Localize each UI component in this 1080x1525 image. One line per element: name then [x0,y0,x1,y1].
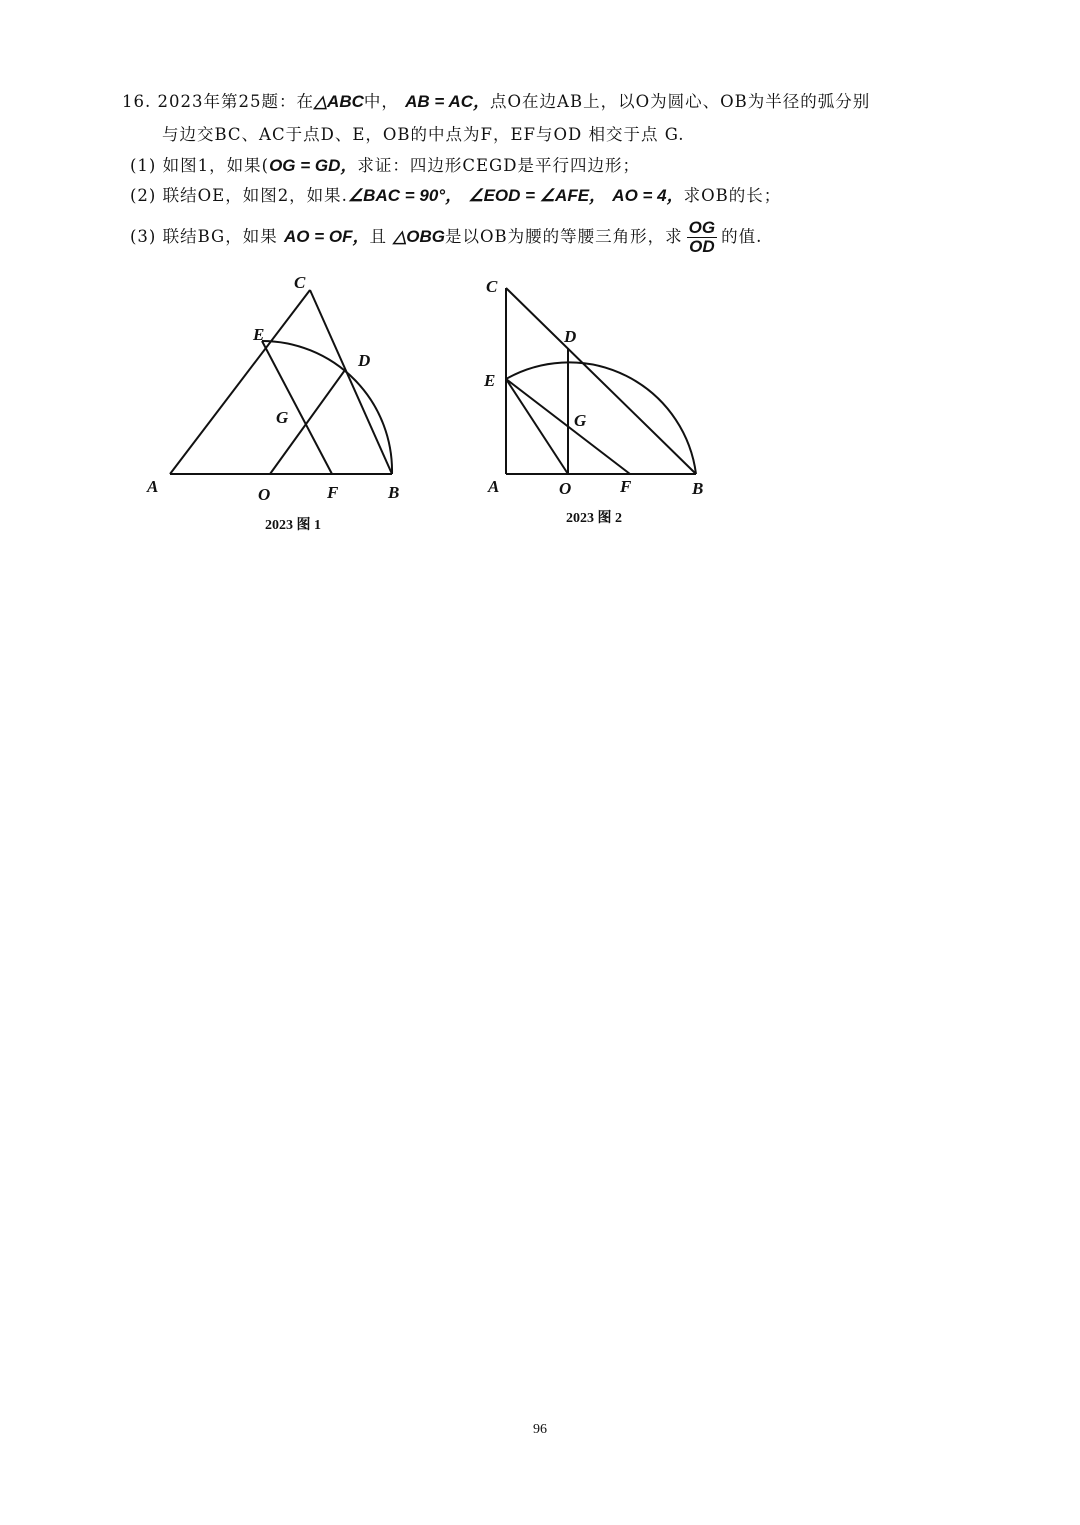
part-1-prefix: (1) 如图1，如果( [130,156,270,175]
math-og-eq-gd: OG = GD， [269,156,358,175]
label-c: C [294,273,306,292]
question-text: 点O在边AB上，以O为圆心、OB为半径的弧分别 [490,92,871,111]
page-number: 96 [533,1422,547,1437]
segment-bc [310,290,392,474]
part-2-prefix: (2) 联结OE，如图2，如果. [130,186,348,205]
label-g: G [276,408,289,427]
segment-oe [506,379,568,474]
label-d: D [564,327,577,346]
figure-2 [480,268,730,538]
part-1 [130,155,640,177]
label-e: E [253,325,265,344]
label-b: B [388,483,400,502]
segment-bc [506,288,696,474]
question-text: 中， [363,92,399,111]
math-ao-eq-of: AO = OF， [283,227,370,246]
math-ao-eq-4: AO = 4， [612,186,684,205]
question-text: 与边交BC、AC于点D、E，OB的中点为F，EF与OD 相交于点 G. [162,125,685,144]
math-angle-bac: ∠BAC = 90°， [347,186,463,205]
label-f: F [327,483,339,502]
figure-1-caption: 2023 图 1 [265,518,321,533]
math-angle-eod: ∠EOD = ∠AFE， [468,186,607,205]
figure-1 [140,268,440,538]
label-d: D [358,351,371,370]
label-o: O [258,485,271,504]
segment-ef [262,341,332,474]
label-c: C [486,277,498,296]
part-2 [130,185,781,207]
math-ab-eq-ac: AB = AC， [405,92,490,111]
fraction-denominator: OD [689,237,715,256]
part-3-text: 是以OB为腰的等腰三角形，求 [445,227,683,246]
part-1-suffix: 求证：四边形CEGD是平行四边形； [357,156,640,175]
part-3-text: 且 [369,227,387,246]
label-a: A [488,477,500,496]
part-3-suffix: 的值. [721,227,763,246]
label-f: F [620,477,632,496]
label-b: B [692,479,704,498]
label-e: E [484,371,496,390]
part-3-prefix: (3) 联结BG，如果 [130,227,278,246]
part-3 [130,217,762,257]
question-line-2 [162,124,685,146]
fraction-og-over-od [687,219,717,256]
label-g: G [574,411,587,430]
arc-center-o [506,362,696,474]
math-triangle-obg: △OBG [393,227,446,246]
figure-2-caption: 2023 图 2 [566,511,622,526]
label-o: O [559,479,572,498]
math-triangle-abc: △ABC [313,92,364,111]
question-line-1 [122,91,870,113]
question-prefix: 16. 2023年第25题：在 [122,92,314,111]
label-a: A [147,477,159,496]
fraction-numerator: OG [688,218,716,237]
part-2-suffix: 求OB的长； [683,186,782,205]
